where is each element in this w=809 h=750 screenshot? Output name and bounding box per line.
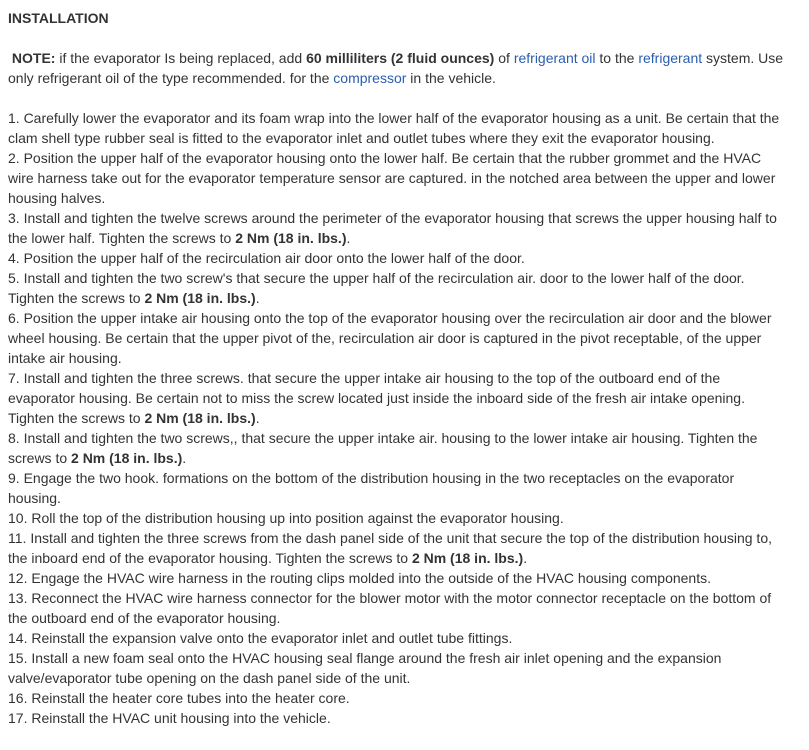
step-item [8, 648, 784, 688]
step-item [8, 268, 784, 308]
torque-spec: 2 Nm (18 in. lbs.) [235, 230, 347, 246]
step-item [8, 248, 784, 268]
step-text: 8. Install and tighten the two screws,, that secure the upper intake air. housing to the lower intake air housing. Tighten the screws to [8, 430, 758, 466]
step-text: 6. Position the upper intake air housing onto the top of the evaporator housing over the recirculation air door and the blower wheel housing. Be certain that the upper pivot of the, recirculation air door is captured in the pivot receptable, of the upper intake air housing. [8, 310, 772, 366]
step-text: 2. Position the upper half of the evaporator housing onto the lower half. Be certain that the rubber grommet and the HVAC wire harness take out for the evaporator temperature sensor are captured. in the notched area between the upper and lower housing halves. [8, 150, 776, 206]
torque-spec: 2 Nm (18 in. lbs.) [71, 450, 183, 466]
step-text-end: . [523, 550, 528, 566]
step-item [8, 468, 784, 508]
step-text: 15. Install a new foam seal onto the HVAC housing seal flange around the fresh air inlet opening and the expansion valve/evaporator tube opening on the dash panel side of the unit. [8, 650, 722, 686]
step-item [8, 508, 784, 528]
step-text: 17. Reinstall the HVAC unit housing into the vehicle. [8, 710, 331, 726]
step-text: 9. Engage the two hook. formations on the bottom of the distribution housing in the two receptacles on the evaporator housing. [8, 470, 735, 506]
step-item [8, 108, 784, 148]
step-text: 12. Engage the HVAC wire harness in the routing clips molded into the outside of the HVAC housing components. [8, 570, 712, 586]
step-item [8, 628, 784, 648]
step-item [8, 688, 784, 708]
installation-steps [8, 108, 784, 728]
note-paragraph [8, 48, 784, 88]
torque-spec: 2 Nm (18 in. lbs.) [144, 410, 256, 426]
torque-spec: 2 Nm (18 in. lbs.) [144, 290, 256, 306]
step-text: 16. Reinstall the heater core tubes into the heater core. [8, 690, 350, 706]
step-item [8, 208, 784, 248]
step-text-end: . [255, 410, 260, 426]
refrigerant-oil-link[interactable]: refrigerant oil [513, 50, 596, 66]
step-text-end: . [255, 290, 260, 306]
note-label: NOTE: [11, 50, 56, 66]
step-text: 1. Carefully lower the evaporator and its foam wrap into the lower half of the evaporator housing as a unit. Be certain that the clam shell type rubber seal is fitted to the evaporator inlet and outlet tubes where they exit the evaporator housing. [8, 110, 780, 146]
step-text: 10. Roll the top of the distribution housing up into position against the evaporator housing. [8, 510, 564, 526]
step-text-end: . [346, 230, 351, 246]
note-text: in the vehicle. [406, 70, 496, 86]
step-text: 5. Install and tighten the two screw's that secure the upper half of the recirculation air. door to the lower half of the door. Tighten the screws to [8, 270, 745, 306]
note-amount: 60 milliliters (2 fluid ounces) [306, 50, 495, 66]
note-text: to the [595, 50, 639, 66]
step-item [8, 588, 784, 628]
step-text-end: . [182, 450, 187, 466]
note-text: system. Use only refrigerant oil of the type recommended. for the [8, 50, 784, 86]
step-item [8, 428, 784, 468]
torque-spec: 2 Nm (18 in. lbs.) [411, 550, 524, 566]
step-text: 4. Position the upper half of the recirculation air door onto the lower half of the door. [8, 250, 525, 266]
step-text: 3. Install and tighten the twelve screws around the perimeter of the evaporator housing that screws the upper housing half to the lower half. Tighten the screws to [8, 210, 777, 246]
step-item [8, 528, 784, 568]
compressor-link[interactable]: compressor [333, 70, 407, 86]
step-text: 13. Reconnect the HVAC wire harness connector for the blower motor with the motor connector receptacle on the bottom of the outboard end of the evaporator housing. [8, 590, 772, 626]
note-text: if the evaporator Is being replaced, add [55, 50, 307, 66]
section-heading: INSTALLATION [8, 10, 109, 26]
step-text: 11. Install and tighten the three screws from the dash panel side of the unit that secure the top of the distribution housing to, the inboard end of the evaporator housing. Tighten the screws to [8, 530, 772, 566]
note-text: of [494, 50, 514, 66]
step-text: 7. Install and tighten the three screws. that secure the upper intake air housing to the top of the outboard end of the evaporator housing. Be certain not to miss the screw located just inside the inboard side of the fresh air intake opening. Tighten the screws to [8, 370, 745, 426]
refrigerant-link[interactable]: refrigerant [638, 50, 703, 66]
step-item [8, 368, 784, 428]
step-item [8, 308, 784, 368]
step-item [8, 708, 784, 728]
step-item [8, 148, 784, 208]
step-text: 14. Reinstall the expansion valve onto the evaporator inlet and outlet tube fittings. [8, 630, 513, 646]
step-item [8, 568, 784, 588]
